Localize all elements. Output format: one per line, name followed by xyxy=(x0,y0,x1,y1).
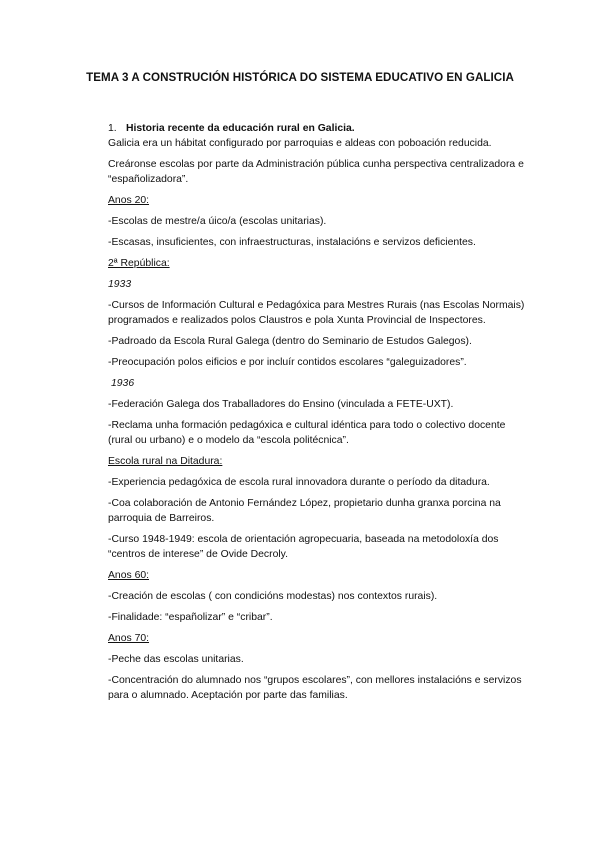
list-item: -Escolas de mestre/a úico/a (escolas unitarias). xyxy=(108,216,327,227)
list-item: -Escasas, insuficientes, con infraestructuras, instalacións e servizos deficientes. xyxy=(108,237,476,248)
list-item: -Reclama unha formación pedagóxica e cultural idéntica para todo o colectivo docente (rural ou urbano) e o modelo da “escola politécnica”. xyxy=(108,420,506,446)
list-item: -Preocupación polos eificios e por incluír contidos escolares “galeguizadores”. xyxy=(108,357,467,368)
document-title: TEMA 3 A CONSTRUCIÓN HISTÓRICA DO SISTEMA EDUCATIVO EN GALICIA xyxy=(86,71,514,84)
year-label-1936: 1936 xyxy=(111,378,135,389)
subheading-republica: 2ª República: xyxy=(108,258,170,269)
list-item: -Finalidade: “españolizar” e “cribar”. xyxy=(108,612,273,623)
list-item: -Concentración do alumnado nos “grupos escolares”, con mellores instalacións e servizos para o alumnado. Aceptación por parte das familias. xyxy=(108,675,522,701)
list-item: -Padroado da Escola Rural Galega (dentro do Seminario de Estudos Galegos). xyxy=(108,336,472,347)
list-item: -Federación Galega dos Traballadores do Ensino (vinculada a FETE-UXT). xyxy=(108,399,454,410)
year-label-1933: 1933 xyxy=(108,279,132,290)
intro-paragraph-2: Creáronse escolas por parte da Administración pública cunha perspectiva centralizadora e “españolizadora”. xyxy=(108,159,524,185)
intro-paragraph-1: Galicia era un hábitat configurado por parroquias e aldeas con poboación reducida. xyxy=(108,138,492,149)
section-number: 1. xyxy=(108,123,117,134)
list-item: -Cursos de Información Cultural e Pedagóxica para Mestres Rurais (nas Escolas Normais) programados e realizados polos Claustros e pola Xunta Provincial de Inspectores. xyxy=(108,300,525,326)
subheading-anos-70: Anos 70: xyxy=(108,633,150,644)
list-item: -Coa colaboración de Antonio Fernández López, propietario dunha granxa porcina na parroquia de Barreiros. xyxy=(108,498,501,524)
document-body xyxy=(108,121,528,709)
subheading-anos-20: Anos 20: xyxy=(108,195,150,206)
section-heading-text: Historia recente da educación rural en Galicia. xyxy=(126,123,355,134)
list-item: -Curso 1948-1949: escola de orientación agropecuaria, baseada na metodoloxía dos “centros de interese” de Ovide Decroly. xyxy=(108,534,499,560)
subheading-anos-60: Anos 60: xyxy=(108,570,150,581)
list-item: -Experiencia pedagóxica de escola rural innovadora durante o período da ditadura. xyxy=(108,477,490,488)
section-heading xyxy=(108,121,528,136)
list-item: -Peche das escolas unitarias. xyxy=(108,654,244,665)
subheading-ditadura: Escola rural na Ditadura: xyxy=(108,456,223,467)
list-item: -Creación de escolas ( con condicións modestas) nos contextos rurais). xyxy=(108,591,438,602)
